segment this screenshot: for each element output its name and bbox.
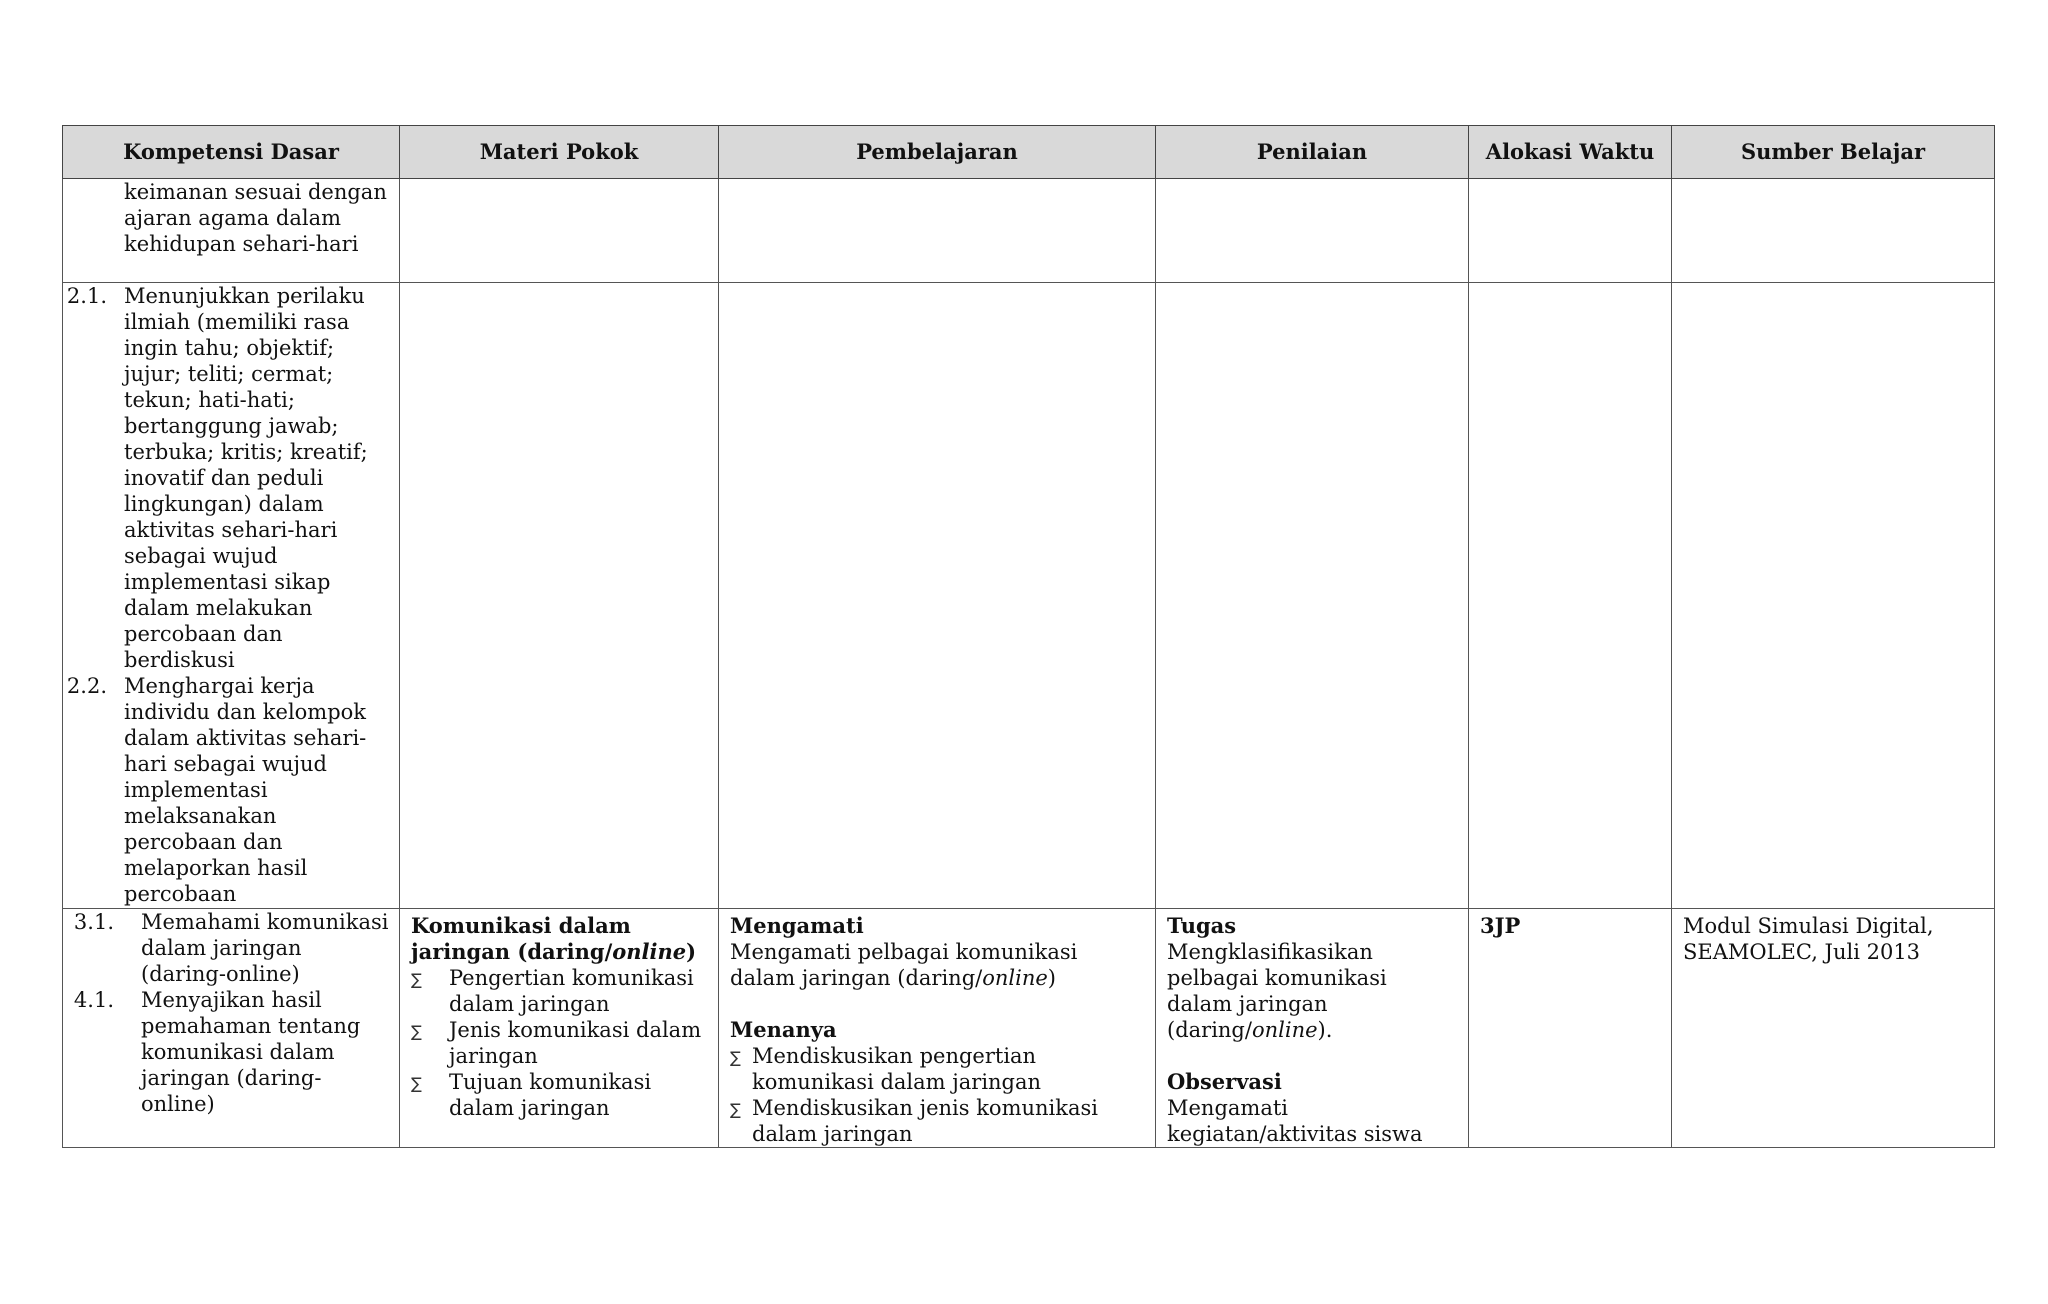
list-item	[411, 1069, 708, 1121]
kompetensi-continuation-text: keimanan sesuai dengan ajaran agama dalam kehidupan sehari-hari	[124, 180, 387, 256]
penilaian-cell	[1156, 909, 1469, 1148]
kompetensi-cell	[63, 909, 400, 1148]
materi-title-italic: online	[612, 939, 687, 964]
spacer	[1167, 1043, 1458, 1069]
list-item	[411, 1017, 708, 1069]
pembelajaran-cell	[719, 179, 1156, 283]
list-item	[730, 1095, 1145, 1147]
sumber-cell	[1672, 283, 1995, 909]
alokasi-cell	[1469, 283, 1672, 909]
list-item	[63, 673, 393, 907]
kompetensi-list	[63, 909, 399, 1117]
materi-content	[400, 909, 718, 1121]
item-number: 4.1.	[73, 988, 114, 1012]
bullet-text: Mendiskusikan pengertian komunikasi dalam jaringan	[752, 1044, 1042, 1094]
materi-cell	[400, 909, 719, 1148]
alokasi-cell	[1469, 909, 1672, 1148]
table-row	[63, 179, 1995, 283]
sigma-bullet-icon: ∑	[411, 970, 422, 989]
menanya-bullet-list	[730, 1043, 1145, 1147]
pembelajaran-cell	[719, 283, 1156, 909]
tugas-heading: Tugas	[1167, 913, 1237, 938]
tugas-text-main: Mengklasifikasikan pelbagai komunikasi dalam jaringan (daring/	[1167, 940, 1387, 1042]
penilaian-cell	[1156, 283, 1469, 909]
table-row	[63, 283, 1995, 909]
tugas-text-suffix: ).	[1317, 1018, 1333, 1042]
item-text: Menghargai kerja individu dan kelompok dalam aktivitas sehari-hari sebagai wujud implementasi melaksanakan percobaan dan melaporkan hasil percobaan	[124, 674, 367, 906]
tugas-text	[1167, 939, 1458, 1043]
penilaian-cell	[1156, 179, 1469, 283]
header-kompetensi-dasar: Kompetensi Dasar	[63, 126, 400, 179]
penilaian-content	[1156, 909, 1468, 1147]
header-pembelajaran: Pembelajaran	[719, 126, 1156, 179]
list-item	[63, 283, 393, 673]
bullet-text: Mendiskusikan jenis komunikasi dalam jaringan	[752, 1096, 1098, 1146]
sumber-cell	[1672, 909, 1995, 1148]
item-text: Menunjukkan perilaku ilmiah (memiliki rasa ingin tahu; objektif; jujur; teliti; cermat; tekun; hati-hati; bertanggung jawab; terbuka; kritis; kreatif; inovatif dan peduli lingkungan) dalam aktivitas sehari-hari sebagai wujud implementasi sikap dalam melakukan percobaan dan berdiskusi	[124, 284, 368, 672]
sigma-bullet-icon: ∑	[730, 1100, 741, 1119]
spacer	[730, 991, 1145, 1017]
materi-title-suffix: )	[686, 939, 697, 964]
item-text: Menyajikan hasil pemahaman tentang komunikasi dalam jaringan (daring-online)	[141, 988, 361, 1116]
sumber-cell	[1672, 179, 1995, 283]
bullet-text: Jenis komunikasi dalam jaringan	[449, 1018, 702, 1068]
header-sumber-belajar: Sumber Belajar	[1672, 126, 1995, 179]
bullet-text: Pengertian komunikasi dalam jaringan	[449, 966, 694, 1016]
list-item	[63, 909, 391, 987]
mengamati-text-italic: online	[982, 966, 1048, 990]
materi-cell	[400, 283, 719, 909]
observasi-text: Mengamati kegiatan/aktivitas siswa	[1167, 1096, 1423, 1146]
sigma-bullet-icon: ∑	[730, 1048, 741, 1067]
sigma-bullet-icon: ∑	[411, 1022, 422, 1041]
item-number: 3.1.	[73, 910, 114, 934]
table-row	[63, 909, 1995, 1148]
observasi-heading: Observasi	[1167, 1069, 1282, 1094]
sigma-bullet-icon: ∑	[411, 1074, 422, 1093]
pembelajaran-content	[719, 909, 1155, 1147]
kompetensi-list	[63, 283, 399, 907]
menanya-heading: Menanya	[730, 1017, 837, 1042]
sumber-belajar-text: Modul Simulasi Digital, SEAMOLEC, Juli 2013	[1683, 914, 1934, 964]
materi-title	[411, 913, 708, 965]
list-item	[63, 987, 391, 1117]
header-row	[63, 126, 1995, 179]
mengamati-text	[730, 939, 1145, 991]
mengamati-heading: Mengamati	[730, 913, 864, 938]
header-penilaian: Penilaian	[1156, 126, 1469, 179]
header-alokasi-waktu: Alokasi Waktu	[1469, 126, 1672, 179]
syllabus-table	[62, 125, 1995, 1148]
tugas-text-italic: online	[1251, 1018, 1318, 1042]
kompetensi-cell	[63, 179, 400, 283]
item-number: 2.2.	[66, 674, 107, 698]
mengamati-text-main: Mengamati pelbagai komunikasi dalam jaringan (daring/	[730, 940, 1078, 990]
item-text: Memahami komunikasi dalam jaringan (daring-online)	[141, 910, 389, 986]
materi-cell	[400, 179, 719, 283]
mengamati-text-suffix: )	[1047, 966, 1056, 990]
alokasi-cell	[1469, 179, 1672, 283]
kompetensi-cell	[63, 283, 400, 909]
alokasi-waktu-value: 3JP	[1480, 913, 1521, 938]
pembelajaran-cell	[719, 909, 1156, 1148]
materi-bullet-list	[411, 965, 708, 1121]
header-materi-pokok: Materi Pokok	[400, 126, 719, 179]
list-item	[411, 965, 708, 1017]
bullet-text: Tujuan komunikasi dalam jaringan	[449, 1070, 652, 1120]
item-number: 2.1.	[66, 284, 107, 308]
list-item	[730, 1043, 1145, 1095]
materi-title-text: Komunikasi dalam jaringan (daring/	[411, 913, 631, 964]
